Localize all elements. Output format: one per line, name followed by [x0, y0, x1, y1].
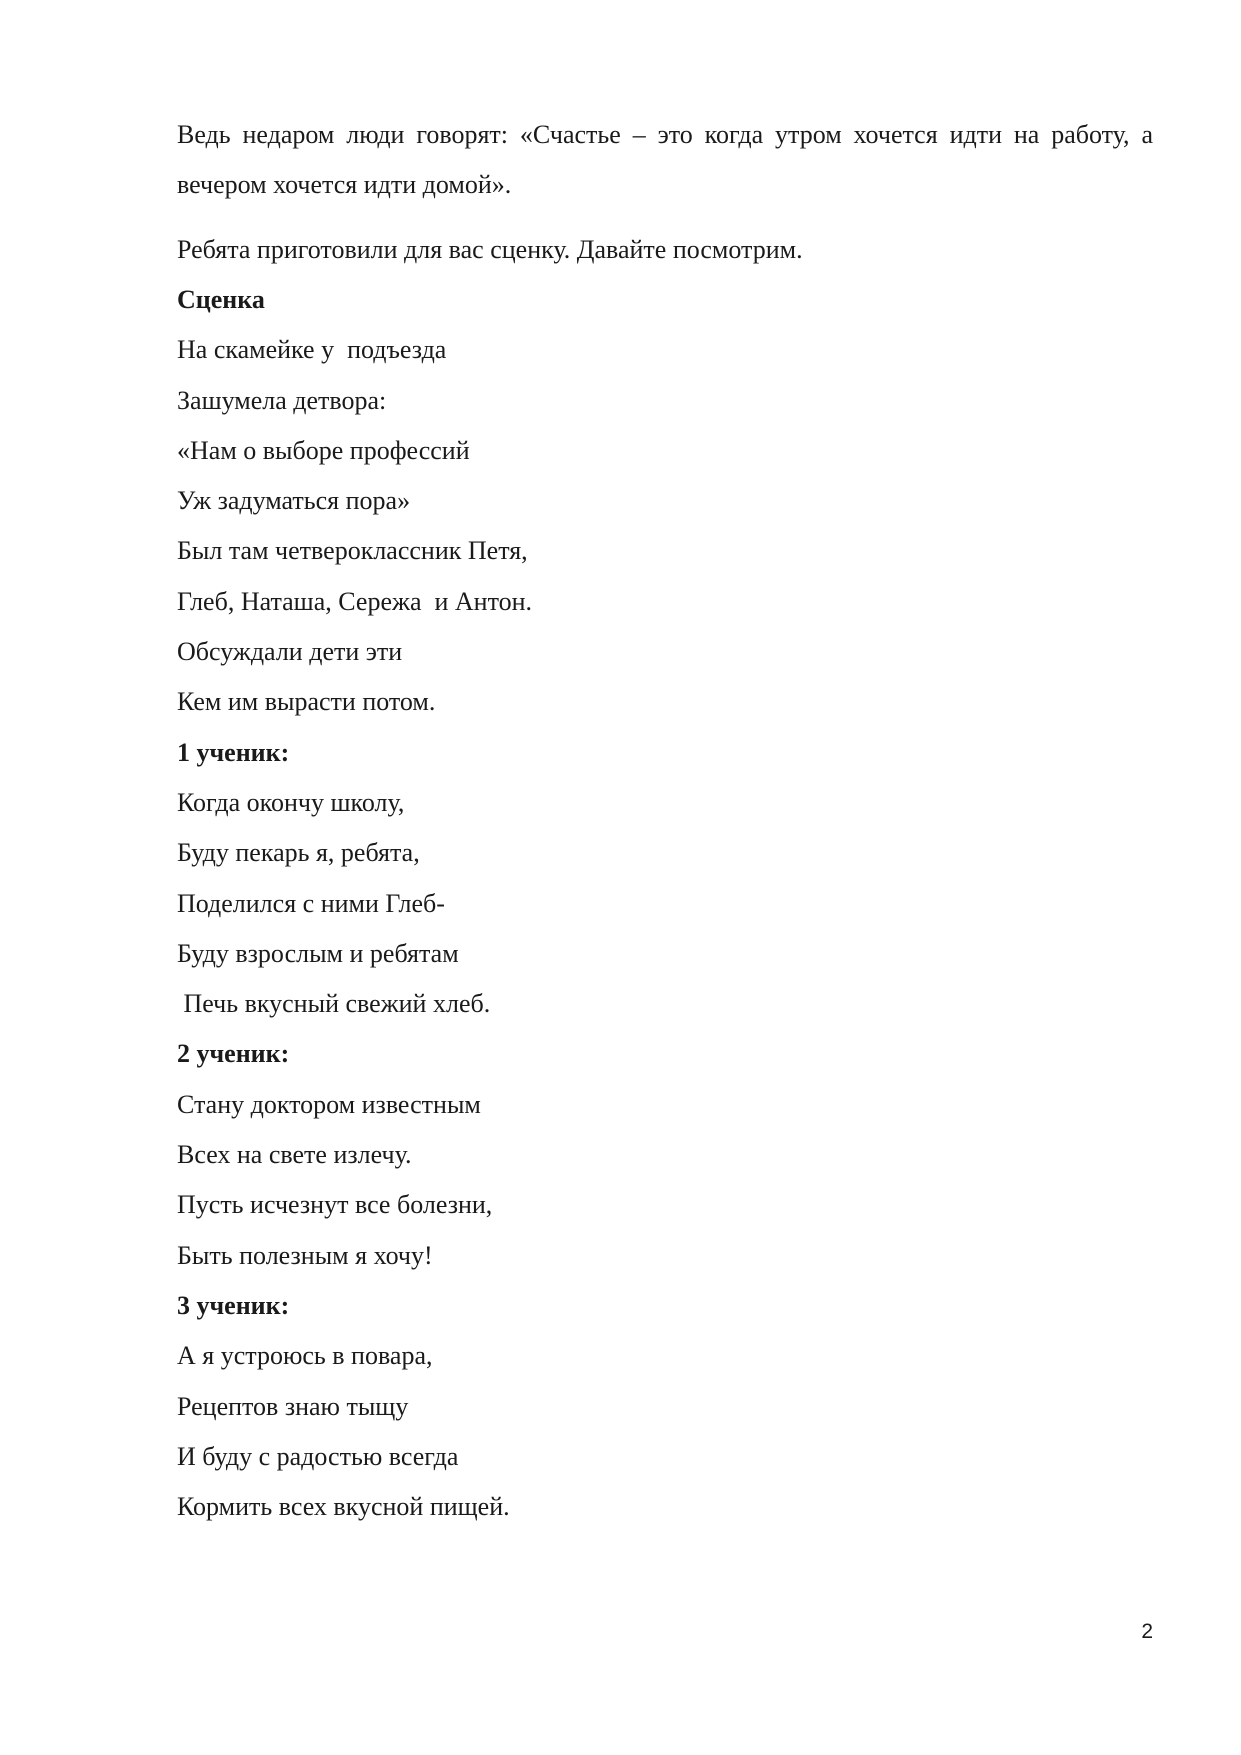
- verse-line: Поделился с ними Глеб-: [177, 888, 445, 918]
- lead-in-paragraph: Ребята приготовили для вас сценку. Давайте посмотрим.: [177, 235, 803, 264]
- verse-line: Пусть исчезнут все болезни,: [177, 1190, 493, 1220]
- speaker-heading: 2 ученик:: [177, 1039, 290, 1069]
- verse-line: Буду взрослым и ребятам: [177, 938, 459, 968]
- speaker-heading: 1 ученик:: [177, 737, 290, 767]
- verse-line: Уж задуматься пора»: [177, 486, 411, 516]
- verse-line: Кормить всех вкусной пищей.: [177, 1492, 510, 1522]
- verse-line: А я устроюсь в повара,: [177, 1341, 433, 1371]
- verse-line: Когда окончу школу,: [177, 787, 405, 817]
- verse-line: На скамейке у подъезда: [177, 335, 447, 365]
- verse-line: Буду пекарь я, ребята,: [177, 838, 420, 868]
- verse-lines: [177, 275, 1153, 1532]
- verse-line: Кем им вырасти потом.: [177, 687, 436, 717]
- text-column: [177, 110, 1153, 1532]
- verse-line: И буду с радостью всегда: [177, 1441, 459, 1471]
- speaker-heading: Сценка: [177, 285, 265, 314]
- verse-line: Был там четвероклассник Петя,: [177, 536, 528, 566]
- page-number: 2: [1141, 1620, 1153, 1643]
- verse-line: Рецептов знаю тыщу: [177, 1391, 409, 1421]
- verse-line: Обсуждали дети эти: [177, 637, 403, 667]
- verse-line: Всех на свете излечу.: [177, 1140, 412, 1170]
- verse-line: Стану доктором известным: [177, 1089, 481, 1119]
- verse-line: «Нам о выборе профессий: [177, 435, 470, 465]
- verse-line: Зашумела детвора:: [177, 385, 387, 415]
- intro-paragraph: Ведь недаром люди говорят: «Счастье – это когда утром хочется идти на работу, а вечером хочется идти домой».: [177, 120, 1153, 199]
- verse-line: Глеб, Наташа, Сережа и Антон.: [177, 586, 533, 616]
- verse-line: Быть полезным я хочу!: [177, 1240, 433, 1270]
- speaker-heading: 3 ученик:: [177, 1290, 290, 1320]
- verse-line: Печь вкусный свежий хлеб.: [177, 989, 491, 1019]
